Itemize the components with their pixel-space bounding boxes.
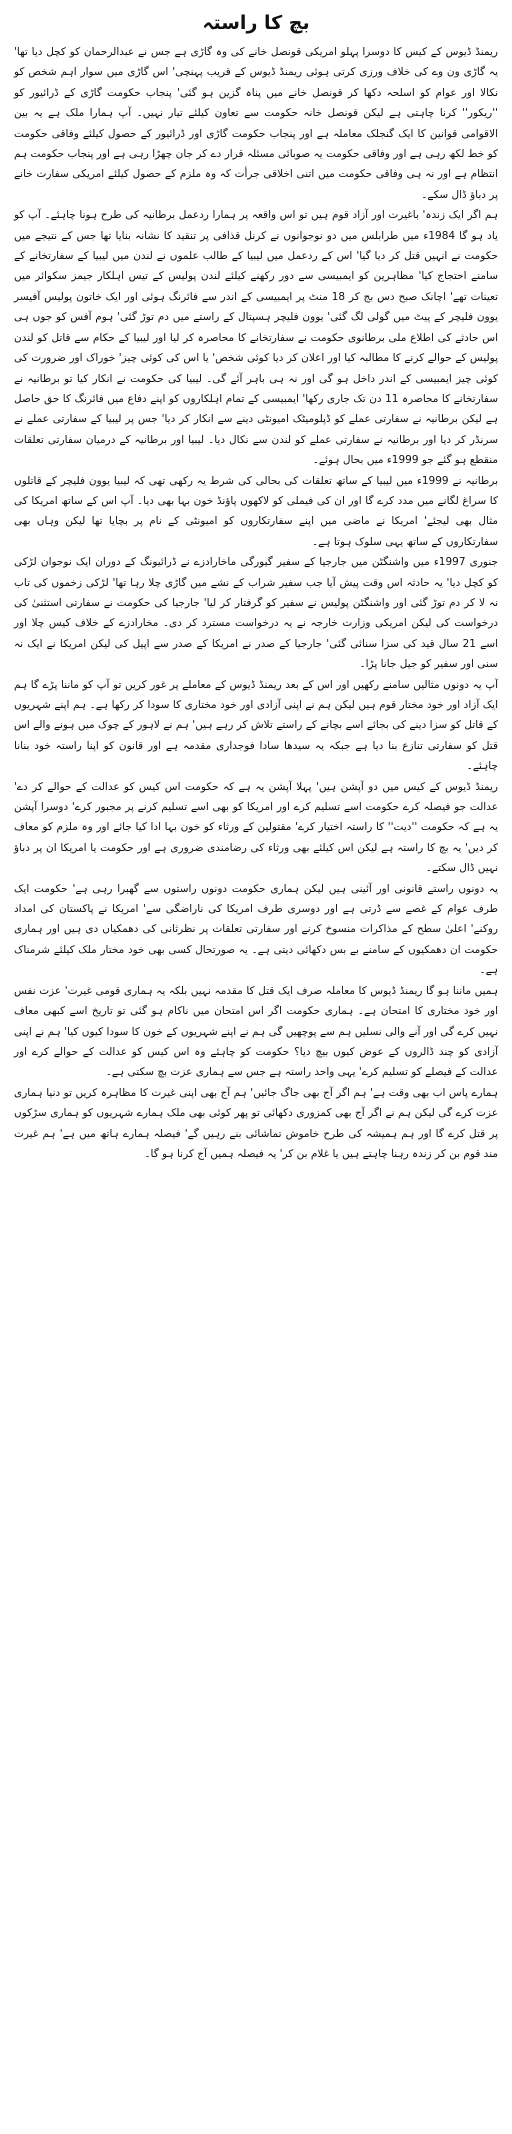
article-paragraph: ہمیں ماننا ہو گا ریمنڈ ڈیوس کا معاملہ صرف ایک قتل کا مقدمہ نہیں بلکہ یہ ہماری قومی غیرت' عزت نفس اور خود مختاری کا امتحان ہے۔ ہماری حکومت اگر اس امتحان میں ناکام ہو گئی تو تاریخ اسے کبھی معاف نہیں کرے گی اور آنے والی نسلیں ہم سے پوچھیں گی ہم نے اپنے شہریوں کے خون کا سودا کیوں کیا' ہم نے اپنی آزادی کو چند ڈالروں کے عوض کیوں بیچ دیا؟ حکومت کو چاہئے وہ اس کیس کو عدالت کے حوالے کرے اور عدالت کے فیصلے کو تسلیم کرے' یہی واحد راستہ ہے جس سے ہماری عزت بچ سکتی ہے۔	[14, 984, 498, 1079]
article-paragraph: ہمارے پاس اب بھی وقت ہے' ہم اگر آج بھی جاگ جائیں' ہم آج بھی اپنی غیرت کا مظاہرہ کریں تو دنیا ہماری عزت کرے گی لیکن ہم نے اگر آج بھی کمزوری دکھائی تو پھر کوئی بھی ملک ہمارے شہریوں کو ہماری سڑکوں پر قتل کرے گا اور ہم ہمیشہ کی طرح خاموش تماشائی بنے رہیں گے' فیصلہ ہمارے ہاتھ میں ہے' ہم غیرت مند قوم بن کر زندہ رہنا چاہتے ہیں یا غلام بن کر' یہ فیصلہ ہمیں آج کرنا ہو گا۔	[14, 1086, 498, 1160]
article-paragraph: برطانیہ نے 1999ء میں لیبیا کے ساتھ تعلقات کی بحالی کی شرط یہ رکھی تھی کہ لیبیا یوون فلیچر کے قاتلوں کا سراغ لگانے میں مدد کرے گا اور ان کی فیملی کو لاکھوں پاؤنڈ خون بہا بھی دیا۔ آپ اس کے ساتھ امریکا کی مثال بھی لیجئے' امریکا نے ماضی میں اپنے سفارتکاروں کو امیونٹی کے نام پر بچایا تھا لیکن وہاں بھی سفارتکاروں کے ساتھ یہی سلوک ہوتا ہے۔	[14, 474, 498, 548]
article-paragraph: ریمنڈ ڈیوس کے کیس میں دو آپشن ہیں' پہلا آپشن یہ ہے کہ حکومت اس کیس کو عدالت کے حوالے کر دے' عدالت جو فیصلہ کرے حکومت اسے تسلیم کرے اور امریکا کو بھی اسے تسلیم کرنے پر مجبور کرے' دوسرا آپشن یہ ہے کہ حکومت ''دیت'' کا راستہ اختیار کرے' مقتولین کے ورثاء کو خون بہا ادا کیا جائے اور وہ ملزم کو معاف کر دیں' یہ بچ کا راستہ ہے لیکن اس کیلئے بھی ورثاء کی رضامندی ضروری ہے اور حکومت یا امریکا ان پر دباؤ نہیں ڈال سکتے۔	[14, 780, 498, 875]
article-body	[14, 42, 498, 1164]
article-paragraph: ریمنڈ ڈیوس کے کیس کا دوسرا پہلو امریکی قونصل خانے کی وہ گاڑی ہے جس نے عبدالرحمان کو کچل دیا تھا' یہ گاڑی ون وے کی خلاف ورزی کرتی ہوئی ریمنڈ ڈیوس کے قریب پہنچی' اس گاڑی میں سوار اہم شخص کو نکالا اور عوام کو اسلحہ دکھا کر قونصل خانے میں پناہ گزین ہو گئی' پنجاب حکومت گاڑی کے ڈرائیور کو ''ریکور'' کرنا چاہتی ہے لیکن قونصل خانہ حکومت سے تعاون کیلئے تیار نہیں۔ آپ ہمارا ملک ہے یہ بین الاقوامی قوانین کا ایک گنجلک معاملہ ہے اور پنجاب حکومت گاڑی اور ڈرائیور کے حصول کیلئے وفاقی حکومت کو خط لکھ رہی ہے اور وفاقی حکومت یہ صوبائی مسئلہ قرار دے کر جان چھڑا رہی ہے اور پنجاب حکومت ہم انتظام ہے اور نہ ہی وفاقی حکومت میں اتنی اخلاقی جرأت کہ وہ ملزم کے حصول کیلئے امریکی سفارت خانے پر دباؤ ڈال سکے۔	[14, 46, 498, 201]
article-title: بچ کا راستہ	[202, 12, 310, 34]
article-paragraph: جنوری 1997ء میں واشنگٹن میں جارجیا کے سفیر گیورگی ماخارادزے نے ڈرائیونگ کے دوران ایک نوجوان لڑکی کو کچل دیا' یہ حادثہ اس وقت پیش آیا جب سفیر شراب کے نشے میں گاڑی چلا رہا تھا' لڑکی زخموں کی تاب نہ لا کر دم توڑ گئی اور واشنگٹن پولیس نے سفیر کو گرفتار کر لیا' جارجیا کی حکومت نے سفارتی استثنیٰ کی درخواست کی لیکن امریکی وزارت خارجہ نے یہ درخواست مسترد کر دی۔ مخارادزے کے خلاف کیس چلا اور اسے 21 سال قید کی سزا سنائی گئی' جارجیا کے صدر نے امریکا کے صدر سے اپیل کی لیکن امریکا نے ایک نہ سنی اور سفیر کو جیل جانا پڑا۔	[14, 556, 498, 671]
article-paragraph: آپ یہ دونوں مثالیں سامنے رکھیں اور اس کے بعد ریمنڈ ڈیوس کے معاملے پر غور کریں تو آپ کو ماننا پڑے گا ہم ایک آزاد اور خود مختار قوم ہیں لیکن ہم نے اپنی آزادی اور خود مختاری کا سودا کر رکھا ہے۔ ہم اپنے شہریوں کے قاتل کو سزا دینے کی بجائے اسے بچانے کے راستے تلاش کر رہے ہیں' ہم نے لاہور کے چوک میں ہونے والے اس قتل کو سفارتی تنازع بنا دیا ہے جبکہ یہ سیدھا سادا فوجداری مقدمہ ہے اور قانون کو اپنا راستہ خود بنانا چاہئے۔	[14, 678, 498, 773]
article-paragraph: یہ دونوں راستے قانونی اور آئینی ہیں لیکن ہماری حکومت دونوں راستوں سے گھبرا رہی ہے' حکومت ایک طرف عوام کے غصے سے ڈرتی ہے اور دوسری طرف امریکا کی ناراضگی سے' امریکا نے پاکستان کی امداد روکنے' اعلیٰ سطح کے مذاکرات منسوخ کرنے اور سفارتی تعلقات پر نظرثانی کی دھمکیاں دی ہیں اور ہماری حکومت ان دھمکیوں کے سامنے بے بس دکھائی دیتی ہے۔ یہ صورتحال کسی بھی خود مختار ملک کیلئے شرمناک ہے۔	[14, 882, 498, 977]
article-paragraph: ہم اگر ایک زندہ' باغیرت اور آزاد قوم ہیں تو اس واقعہ پر ہمارا ردعمل برطانیہ کی طرح ہونا چاہئے۔ آپ کو یاد ہو گا 1984ء میں طرابلس میں دو نوجوانوں نے کرنل قذافی پر تنقید کا نشانہ بنایا تھا جس کے نتیجے میں حکومت نے انہیں قتل کر دیا گیا' اس کے ردعمل میں لیبیا کے طالب علموں نے لندن میں لیبیا کے سفارتخانے کے سامنے احتجاج کیا' مظاہرین کو ایمبیسی سے دور رکھنے کیلئے لندن پولیس کے تیس اہلکار جیمز سکوائر میں تعینات تھے' اچانک صبح دس بج کر 18 منٹ پر ایمبیسی کے اندر سے فائرنگ ہوئی اور ایک خاتون پولیس آفیسر یوون فلیچر کے پیٹ میں گولی لگ گئی' یوون فلیچر ہسپتال کے راستے میں دم توڑ گئی' ہوم آفس کو جوں ہی اس حادثے کی اطلاع ملی برطانوی حکومت نے سفارتخانے کا محاصرہ کر لیا اور لیبیا کے حکام سے قاتل کو لندن پولیس کے حوالے کرنے کا مطالبہ کیا اور اعلان کر دیا کوئی شخص' یا اس کی کوئی چیز' خوراک اور ضرورت کی کوئی چیز ایمبیسی کے اندر داخل ہو گی اور نہ ہی باہر آئے گی۔ لیبیا کی حکومت نے انکار کیا تو برطانیہ نے سفارتخانے کا محاصرہ 11 دن تک جاری رکھا' ایمبیسی کے تمام اہلکاروں کو اپنے دفاع میں فائرنگ کا حق حاصل ہے لیکن برطانیہ نے سفارتی عملے کو ڈپلومیٹک امیونٹی دینے سے انکار کر دیا' جس پر لیبیا کے سفارتی عملے نے سرنڈر کر دیا اور برطانیہ نے سفارتی عملے کو لندن سے نکال دیا۔ لیبیا اور برطانیہ کے درمیان سفارتی تعلقات منقطع ہو گئے جو 1999ء میں بحال ہوئے۔	[14, 209, 498, 467]
